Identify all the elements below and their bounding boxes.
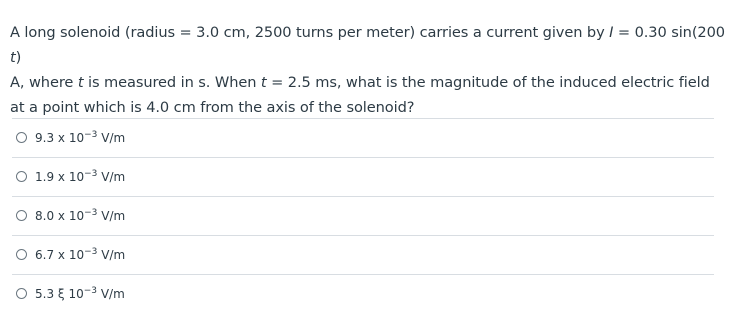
variable-t: t — [77, 74, 84, 91]
answer-base: 10 — [68, 130, 85, 145]
question-text-segment: = 0.30 sin(200 — [613, 24, 725, 41]
answer-label — [35, 287, 125, 301]
answer-times: x — [57, 247, 66, 262]
answer-times: x — [57, 130, 66, 145]
answer-base: 10 — [68, 208, 85, 223]
answer-mantissa: 6.7 — [35, 247, 55, 262]
variable-t: t — [260, 74, 267, 91]
answer-label — [35, 248, 125, 262]
answer-mantissa: 1.9 — [35, 169, 55, 184]
answer-base: 10 — [68, 169, 85, 184]
answer-times: x — [57, 169, 66, 184]
question-text-segment: = 2.5 ms, what is the magnitude of the induced electric field at a point which is 4.0 cm from the axis of the solenoid? — [10, 74, 710, 116]
answer-mantissa: 9.3 — [35, 130, 55, 145]
question-text-segment: ) — [15, 49, 22, 66]
radio-button[interactable] — [16, 249, 27, 260]
answer-label — [35, 170, 125, 184]
answer-option-1[interactable] — [12, 118, 714, 156]
answer-exponent: −3 — [84, 207, 98, 218]
question-text-segment: is measured in s. When — [83, 74, 261, 91]
answer-base: 10 — [68, 247, 85, 262]
answer-list — [12, 118, 714, 312]
answer-label — [35, 131, 125, 145]
radio-button[interactable] — [16, 288, 27, 299]
answer-times: ξ — [57, 286, 65, 301]
variable-i: I — [609, 24, 614, 41]
radio-button[interactable] — [16, 171, 27, 182]
question-text-segment: A long solenoid (radius = 3.0 cm, 2500 turns per meter) carries a current given by — [10, 24, 610, 41]
variable-t: t — [10, 49, 16, 66]
answer-option-4[interactable] — [12, 235, 714, 273]
radio-button[interactable] — [16, 210, 27, 221]
answer-option-2[interactable] — [12, 157, 714, 195]
answer-unit: V/m — [101, 130, 126, 145]
question-text — [10, 20, 726, 120]
answer-times: x — [57, 208, 66, 223]
answer-unit: V/m — [100, 286, 125, 301]
answer-option-3[interactable] — [12, 196, 714, 234]
answer-label — [35, 209, 125, 223]
answer-unit: V/m — [101, 208, 126, 223]
answer-unit: V/m — [101, 169, 126, 184]
answer-mantissa: 8.0 — [35, 208, 55, 223]
answer-exponent: −3 — [83, 285, 98, 296]
answer-mantissa: 5.3 — [35, 286, 55, 301]
question-text-segment: A, where — [10, 74, 78, 91]
answer-base: 10 — [68, 286, 84, 301]
radio-button[interactable] — [16, 132, 27, 143]
answer-unit: V/m — [101, 247, 126, 262]
answer-exponent: −3 — [84, 246, 98, 257]
answer-exponent: −3 — [84, 129, 98, 140]
answer-option-5[interactable] — [12, 274, 714, 312]
answer-exponent: −3 — [84, 168, 98, 179]
